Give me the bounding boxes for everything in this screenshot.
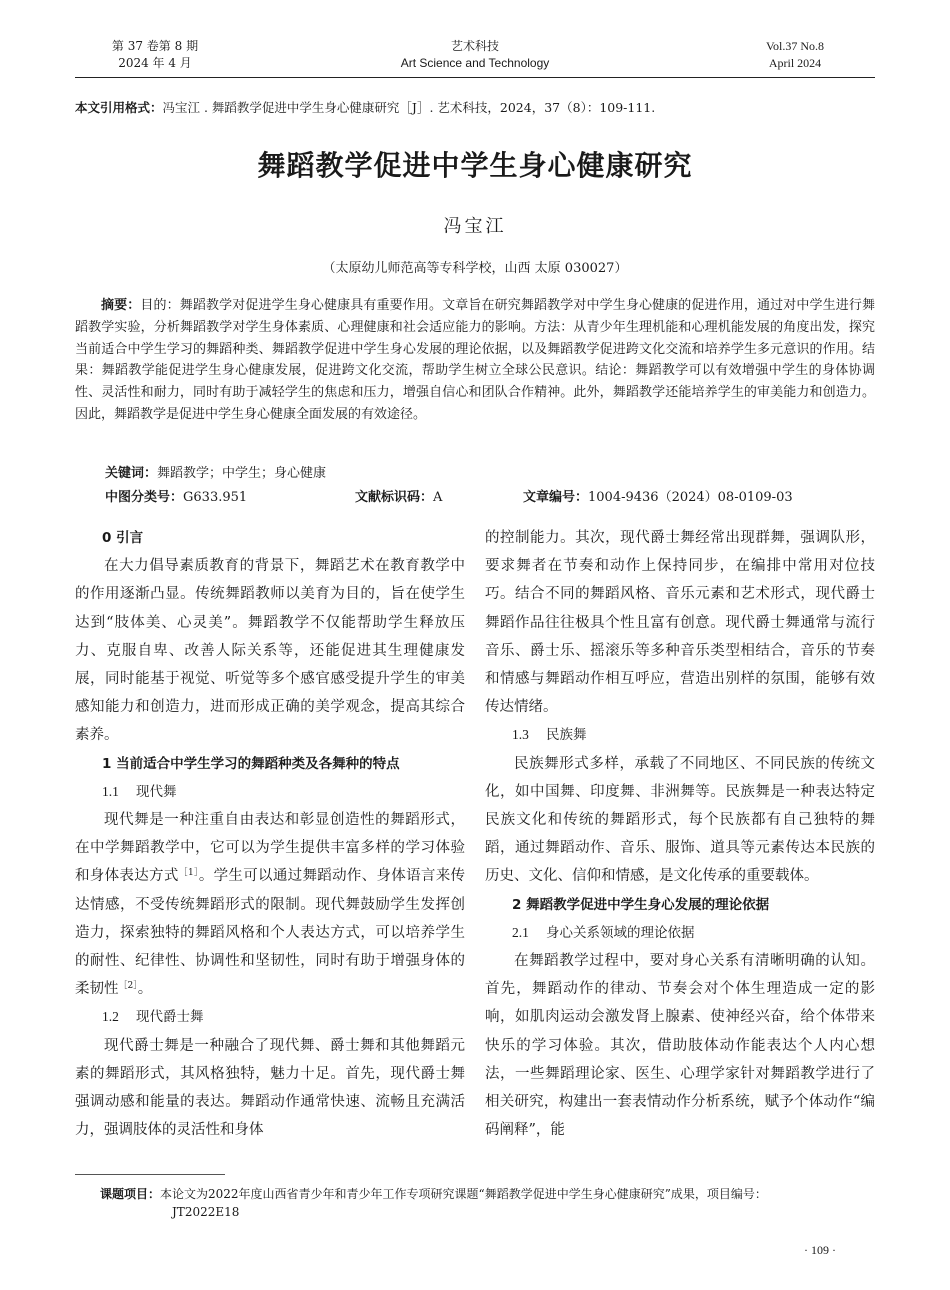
subsection-number: 1.3 <box>512 727 529 743</box>
keywords-label: 关键词： <box>105 466 158 481</box>
body-column-right <box>485 524 875 1144</box>
article-title: 舞蹈教学促进中学生身心健康研究 <box>257 149 693 182</box>
footnote-project-number: JT2022E18 <box>172 1205 240 1219</box>
mind-body-paragraph: 在舞蹈教学过程中，要对身心关系有清晰明确的认知。首先，舞蹈动作的律动、节奏会对个体生理造成一定的影响，如肌肉运动会激发肾上腺素、使神经兴奋，给个体带来快乐的学习体验。其次，借助肢体动作能表达个人内心想法，一些舞蹈理论家、医生、心理学家针对舞蹈教学进行了相关研究，构建出一套表情动作分析系统，赋予个体动作“编码阐释”，能 <box>485 953 875 1139</box>
paragraph-text: 。学生可以通过舞蹈动作、身体语言来传达情感，不受传统舞蹈形式的限制。现代舞鼓励学生发挥创造力，探索独特的舞蹈风格和个人表达方式，可以培养学生的耐性、纪律性、协调性和坚韧性，同时有助于增强身体的柔韧性 <box>75 868 466 998</box>
doc-code-value: A <box>433 490 443 505</box>
footnote-rule <box>75 1174 225 1175</box>
clc-number <box>105 488 247 508</box>
citation-line <box>75 99 875 117</box>
section-heading-2: 2 舞蹈教学促进中学生身心发展的理论依据 <box>512 896 770 913</box>
keywords <box>105 464 326 484</box>
body-column-left <box>75 524 465 1144</box>
footnote <box>100 1185 875 1221</box>
header-left <box>100 38 210 72</box>
header-right <box>740 38 850 72</box>
header-vol-issue-en: Vol.37 No.8 <box>765 39 825 53</box>
article-number-value: 1004-9436（2024）08-0109-03 <box>588 490 793 505</box>
header-date-cn: 2024 年 4 月 <box>118 56 192 70</box>
footnote-label: 课题项目： <box>100 1187 161 1201</box>
subsection-title: 民族舞 <box>546 727 587 744</box>
reference-marker: ［2］ <box>118 981 138 992</box>
header-journal-en: Art Science and Technology <box>400 56 550 70</box>
clc-label: 中图分类号： <box>105 490 184 505</box>
reference-marker: ［1］ <box>178 868 199 879</box>
intro-paragraph: 在大力倡导素质教育的背景下，舞蹈艺术在教育教学中的作用逐渐凸显。传统舞蹈教师以美育为目的，旨在使学生达到“肢体美、心灵美”。舞蹈教学不仅能帮助学生释放压力、克服自卑、改善人际关系等，还能促进其生理健康发展，同时能基于视觉、听觉等多个感官感受提升学生的审美感知能力和创造力，进而形成正确的美学观念，提高其综合素养。 <box>75 558 465 744</box>
header-journal-cn: 艺术科技 <box>450 39 499 53</box>
header-rule <box>75 77 875 78</box>
subsection-heading-2-1 <box>485 919 875 947</box>
author-affiliation: （太原幼儿师范高等专科学校，山西 太原 030027） <box>322 261 628 276</box>
paragraph-text: 现代舞是一种注重自由表达和彰显创造性的舞蹈形式，在中学舞蹈教学中，它可以为学生提供丰富多样的学习体验和身体表达方式 <box>75 812 465 885</box>
header-center <box>330 38 620 72</box>
keywords-text: 舞蹈教学；中学生；身心健康 <box>157 466 327 481</box>
footnote-text: 本论文为2022年度山西省青少年和青少年工作专项研究课题“舞蹈教学促进中学生身心健康研究”成果，项目编号： <box>160 1187 767 1201</box>
article-number-label: 文章编号： <box>523 490 589 505</box>
subsection-number: 1.2 <box>102 1009 119 1025</box>
abstract-text: 目的：舞蹈教学对促进学生身心健康具有重要作用。文章旨在研究舞蹈教学对中学生身心健康的促进作用，通过对中学生进行舞蹈教学实验，分析舞蹈教学对学生身体素质、心理健康和社会适应能力的影响。方法：从青少年生理机能和心理机能发展的角度出发，探究当前适合中学生学习的舞蹈种类、舞蹈教学促进中学生身心发展的理论依据，以及舞蹈教学促进跨文化交流和培养学生多元意识的作用。结果：舞蹈教学能促进学生身心健康发展，促进跨文化交流，帮助学生树立全球公民意识。结论：舞蹈教学可以有效增强中学生的身体协调性、灵活性和耐力，同时有助于减轻学生的焦虑和压力，增强自信心和团队合作精神。此外，舞蹈教学还能培养学生的审美能力和创造力。因此，舞蹈教学是促进中学生身心健康全面发展的有效途径。 <box>75 298 875 422</box>
header-date-en: April 2024 <box>768 56 822 70</box>
document-code <box>355 488 442 508</box>
doc-code-label: 文献标识码： <box>355 490 434 505</box>
jazz-dance-paragraph: 现代爵士舞是一种融合了现代舞、爵士舞和其他舞蹈元素的舞蹈形式，其风格独特，魅力十足。首先，现代爵士舞强调动感和能量的表达。舞蹈动作通常快速、流畅且充满活力，强调肢体的灵活性和身体 <box>75 1037 465 1139</box>
subsection-title: 身心关系领域的理论依据 <box>546 924 695 941</box>
subsection-heading-1-3 <box>485 721 875 749</box>
folk-dance-paragraph: 民族舞形式多样，承载了不同地区、不同民族的传统文化，如中国舞、印度舞、非洲舞等。民族舞是一种表达特定民族文化和传统的舞蹈形式，每个民族都有自己独特的舞蹈，通过舞蹈动作、音乐、服饰、道具等元素传达本民族的历史、文化、信仰和情感，是文化传承的重要载体。 <box>485 755 875 885</box>
article-author: 冯宝江 <box>443 216 507 237</box>
clc-value: G633.951 <box>183 490 248 505</box>
section-heading-1: 1 当前适合中学生学习的舞蹈种类及各舞种的特点 <box>102 755 400 772</box>
citation-label: 本文引用格式： <box>75 100 163 115</box>
page-number: · 109 · <box>804 1243 836 1257</box>
paragraph-text: 。 <box>137 981 153 998</box>
abstract-label: 摘要： <box>101 298 141 313</box>
subsection-heading-1-2 <box>75 1003 465 1031</box>
subsection-number: 1.1 <box>102 783 119 799</box>
section-heading-intro: 0 引言 <box>102 530 144 546</box>
header-vol-issue-cn: 第 37 卷第 8 期 <box>111 39 199 53</box>
subsection-heading-1-1 <box>75 778 465 806</box>
article-number <box>523 488 793 508</box>
subsection-title: 现代舞 <box>136 783 177 800</box>
citation-text: 冯宝江 . 舞蹈教学促进中学生身心健康研究［J］. 艺术科技，2024，37（8）：109-111. <box>162 100 656 115</box>
jazz-dance-paragraph-continued: 的控制能力。其次，现代爵士舞经常出现群舞，强调队形，要求舞者在节奏和动作上保持同步，在编排中常用对位技巧。结合不同的舞蹈风格、音乐元素和艺术形式，现代爵士舞蹈作品往往极具个性且富有创意。现代爵士舞通常与流行音乐、爵士乐、摇滚乐等多种音乐类型相结合，音乐的节奏和情感与舞蹈动作相互呼应，营造出别样的氛围，能够有效传达情绪。 <box>485 530 875 716</box>
abstract <box>75 295 875 426</box>
subsection-number: 2.1 <box>512 924 529 940</box>
subsection-title: 现代爵士舞 <box>136 1009 204 1026</box>
modern-dance-paragraph <box>75 806 465 1003</box>
